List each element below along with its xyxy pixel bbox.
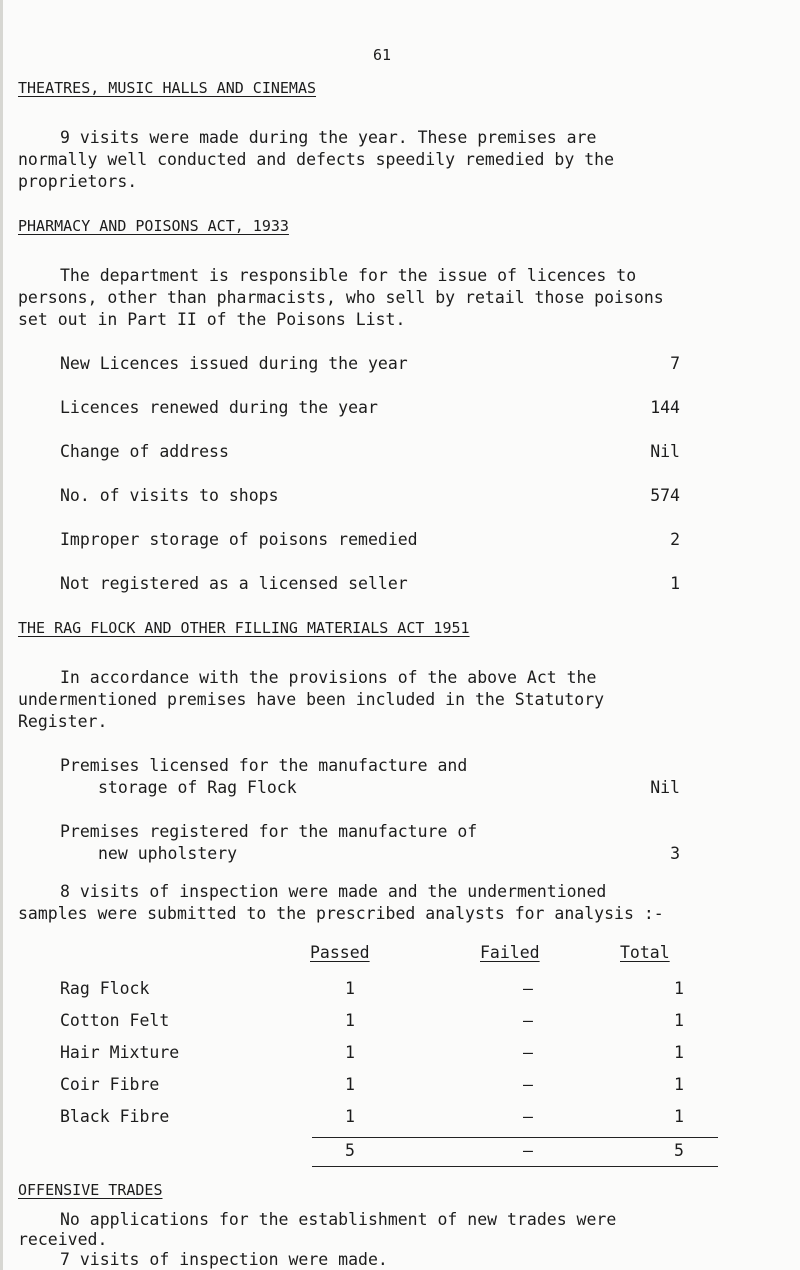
table-total-passed: 5 — [345, 1141, 355, 1160]
table-row-material: Hair Mixture — [60, 1043, 180, 1062]
theatres-text-line: 9 visits were made during the year. These premises are — [60, 128, 597, 147]
table-row-total: 1 — [674, 1075, 684, 1094]
page-number: 61 — [373, 46, 392, 64]
page-edge-shadow — [0, 0, 3, 1270]
table-row-passed: 1 — [345, 1107, 355, 1126]
rag-flock-text-line: Register. — [18, 712, 108, 731]
section-heading-pharmacy: PHARMACY AND POISONS ACT, 1933 — [18, 217, 289, 235]
rag-flock-text-line: undermentioned premises have been included in the Statutory — [18, 690, 605, 709]
analysis-text-line: samples were submitted to the prescribed analysts for analysis :- — [18, 904, 664, 923]
pharmacy-item-value: 574 — [650, 486, 680, 505]
pharmacy-item-label: Licences renewed during the year — [60, 398, 378, 417]
table-row-failed: – — [523, 1075, 533, 1094]
table-row-failed: – — [523, 1011, 533, 1030]
table-row-total: 1 — [674, 979, 684, 998]
offensive-trades-text-line: No applications for the establishment of new trades were — [60, 1210, 617, 1229]
pharmacy-item-label: Improper storage of poisons remedied — [60, 530, 418, 549]
table-total-total: 5 — [674, 1141, 684, 1160]
table-row-passed: 1 — [345, 1043, 355, 1062]
pharmacy-item-label: New Licences issued during the year — [60, 354, 408, 373]
premises-value: Nil — [650, 778, 680, 797]
table-row-material: Rag Flock — [60, 979, 150, 998]
premises-value: 3 — [670, 844, 680, 863]
pharmacy-text-line: set out in Part II of the Poisons List. — [18, 310, 406, 329]
pharmacy-item-value: 2 — [670, 530, 680, 549]
pharmacy-item-label: No. of visits to shops — [60, 486, 279, 505]
table-row-failed: – — [523, 1043, 533, 1062]
table-row-passed: 1 — [345, 1075, 355, 1094]
table-row-failed: – — [523, 1107, 533, 1126]
premises-label-line: Premises registered for the manufacture of — [60, 822, 478, 841]
pharmacy-item-value: Nil — [650, 442, 680, 461]
pharmacy-text-line: The department is responsible for the issue of licences to — [60, 266, 637, 285]
premises-label-line: new upholstery — [98, 844, 238, 863]
theatres-text-line: proprietors. — [18, 172, 138, 191]
theatres-text-line: normally well conducted and defects speedily remedied by the — [18, 150, 615, 169]
total-rule-top — [312, 1137, 718, 1138]
offensive-trades-final-line: 7 visits of inspection were made. — [60, 1250, 388, 1269]
table-header-total: Total — [620, 943, 670, 962]
table-row-failed: – — [523, 979, 533, 998]
table-row-material: Cotton Felt — [60, 1011, 170, 1030]
section-heading-offensive-trades: OFFENSIVE TRADES — [18, 1181, 163, 1199]
rag-flock-text-line: In accordance with the provisions of the above Act the — [60, 668, 597, 687]
table-row-total: 1 — [674, 1107, 684, 1126]
premises-label-line: Premises licensed for the manufacture and — [60, 756, 468, 775]
table-row-total: 1 — [674, 1043, 684, 1062]
table-row-passed: 1 — [345, 979, 355, 998]
table-row-material: Black Fibre — [60, 1107, 170, 1126]
offensive-trades-text-line: received. — [18, 1230, 108, 1249]
table-total-failed: – — [523, 1141, 533, 1160]
table-header-passed: Passed — [310, 943, 370, 962]
pharmacy-item-label: Not registered as a licensed seller — [60, 574, 408, 593]
table-row-total: 1 — [674, 1011, 684, 1030]
analysis-text-line: 8 visits of inspection were made and the undermentioned — [60, 882, 607, 901]
premises-label-line: storage of Rag Flock — [98, 778, 297, 797]
pharmacy-item-value: 7 — [670, 354, 680, 373]
pharmacy-item-label: Change of address — [60, 442, 229, 461]
pharmacy-text-line: persons, other than pharmacists, who sell by retail those poisons — [18, 288, 664, 307]
table-row-material: Coir Fibre — [60, 1075, 160, 1094]
section-heading-theatres: THEATRES, MUSIC HALLS AND CINEMAS — [18, 79, 317, 97]
pharmacy-item-value: 1 — [670, 574, 680, 593]
pharmacy-item-value: 144 — [650, 398, 680, 417]
total-rule-bottom — [312, 1166, 718, 1167]
section-heading-rag-flock: THE RAG FLOCK AND OTHER FILLING MATERIALS ACT 1951 — [18, 619, 470, 637]
table-header-failed: Failed — [480, 943, 540, 962]
table-row-passed: 1 — [345, 1011, 355, 1030]
